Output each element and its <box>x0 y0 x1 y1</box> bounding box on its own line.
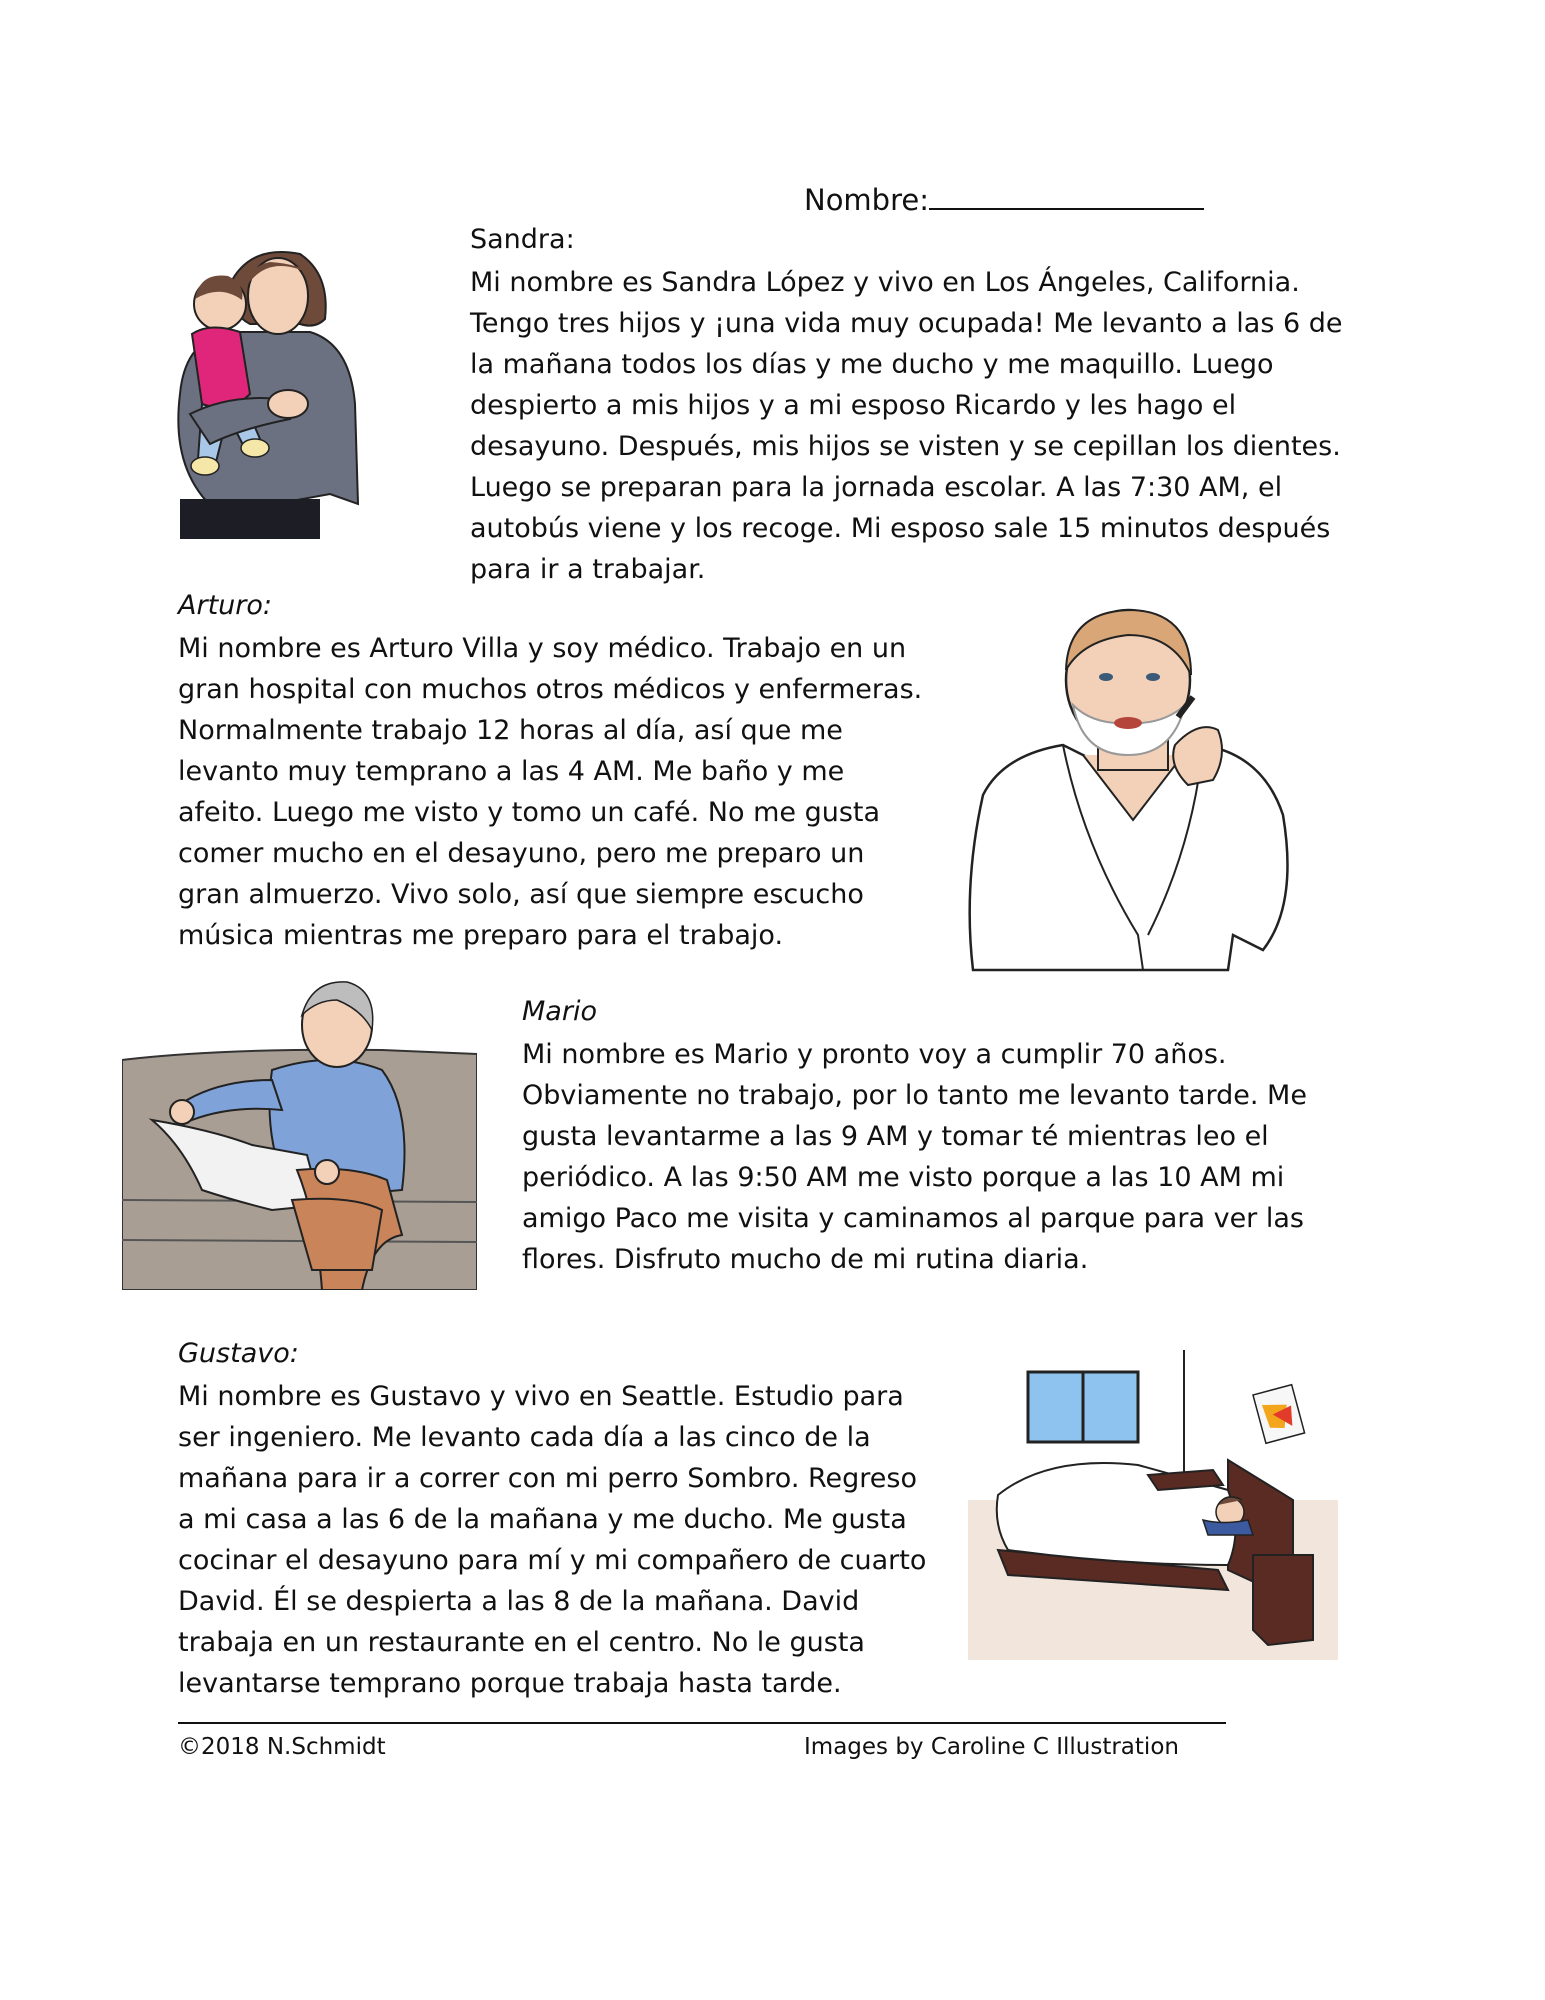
section-text: Mi nombre es Sandra López y vivo en Los Ángeles, California. Tengo tres hijos y ¡una vida muy ocupada! Me levanto a las 6 de la mañana todos los días y me ducho y me maquillo. Luego despierto a mis hijos y a mi esposo Ricardo y les hago el desayuno. Después, mis hijos se visten y se cepillan los dientes. Luego se preparan para la jornada escolar. A las 7:30 AM, el autobús viene y los recoge. Mi esposo sale 15 minutos después para ir a trabajar. <box>470 267 1343 585</box>
image-credit-text: Images by Caroline C Illustration <box>804 1734 1179 1760</box>
man-reading-newspaper-illustration <box>122 970 477 1290</box>
man-shaving-illustration <box>963 605 1303 975</box>
name-field-row <box>804 182 1204 218</box>
section-text: Mi nombre es Gustavo y vivo en Seattle. Estudio para ser ingeniero. Me levanto cada día a las cinco de la mañana para ir a correr con mi perro Sombro. Regreso a mi casa a las 6 de la mañana y me ducho. Me gusta cocinar el desayuno para mí y mi compañero de cuarto David. Él se despierta a las 8 de la mañana. David trabaja en un restaurante en el centro. No le gusta levantarse temprano porque trabaja hasta tarde. <box>178 1381 927 1699</box>
person-sleeping-in-bed-illustration <box>968 1350 1338 1660</box>
section-text: Mi nombre es Arturo Villa y soy médico. Trabajo en un gran hospital con muchos otros médicos y enfermeras. Normalmente trabajo 12 horas al día, así que me levanto muy temprano a las 4 AM. Me baño y me afeito. Luego me visto y tomo un café. No me gusta comer mucho en el desayuno, pero me preparo un gran almuerzo. Vivo solo, así que siempre escucho música mientras me preparo para el trabajo. <box>178 633 923 951</box>
section-title: Sandra: <box>470 224 575 255</box>
section-title: Mario <box>522 996 597 1027</box>
copyright-text: ©2018 N.Schmidt <box>178 1734 386 1760</box>
name-label: Nombre: <box>804 183 929 217</box>
mother-holding-child-illustration <box>150 244 365 539</box>
section-mario <box>522 994 1382 1280</box>
section-text: Mi nombre es Mario y pronto voy a cumplir 70 años. Obviamente no trabajo, por lo tanto me levanto tarde. Me gusta levantarme a las 9 AM y tomar té mientras leo el periódico. A las 9:50 AM me visto porque a las 10 AM mi amigo Paco me visita y caminamos al parque para ver las flores. Disfruto mucho de mi rutina diaria. <box>522 1039 1307 1275</box>
section-sandra <box>470 222 1350 590</box>
section-title: Gustavo: <box>178 1338 299 1369</box>
footer-rule <box>178 1722 1226 1724</box>
section-title: Arturo: <box>178 590 272 621</box>
section-gustavo <box>178 1336 938 1704</box>
section-arturo <box>178 588 938 956</box>
name-blank-line[interactable] <box>929 182 1204 210</box>
